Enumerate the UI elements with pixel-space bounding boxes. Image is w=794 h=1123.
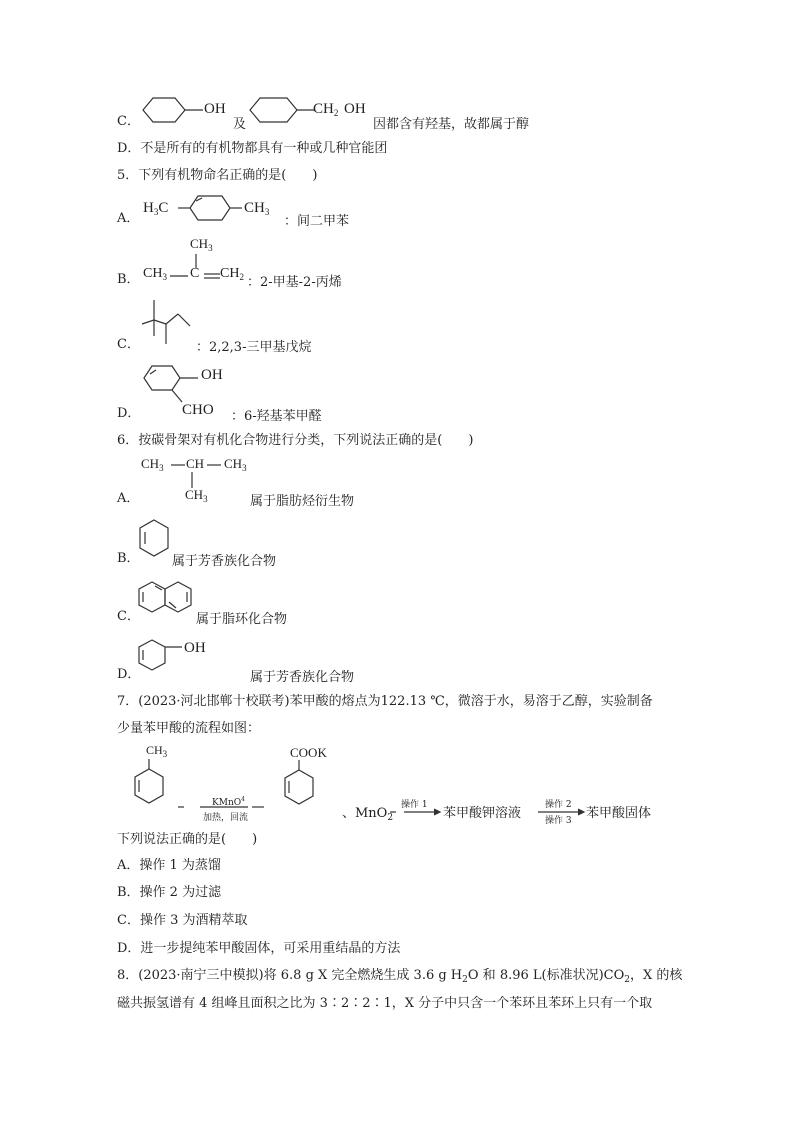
q5-option-a-label: A．	[117, 211, 140, 226]
q5b-ch3-left: $CH_3$	[143, 266, 167, 282]
q7-option-a: A．操作 1 为蒸馏	[117, 858, 221, 873]
q5b-ch2: $CH_2$	[220, 266, 244, 282]
q6c-text: 属于脂环化合物	[196, 612, 288, 627]
q6-option-c-label: C．	[117, 609, 140, 624]
q5c-text: ：2,2,3-三甲基戊烷	[196, 340, 312, 355]
toluene-structure	[130, 757, 170, 813]
q5d-text: ：6-羟基苯甲醛	[231, 409, 322, 424]
q7-op3: 操作 3	[545, 816, 572, 826]
q5a-text: ：间二甲苯	[284, 214, 350, 229]
benzyl-ch2: $CH_2$	[313, 101, 339, 118]
question-8-line1: 8．(2023·南宁三中模拟)将 6.8 g X 完全燃烧生成 3.6 g $H_2O$ 和 8.96 L(标准状况)$CO_2$，X 的核	[117, 968, 683, 985]
potassium-benzoate-structure	[280, 758, 320, 814]
q7-cook: COOK	[290, 745, 327, 760]
q6-option-d-label: D．	[117, 667, 141, 682]
q6d-oh: OH	[184, 640, 206, 656]
phenol-structure	[135, 96, 245, 132]
q5-option-b-label: B．	[117, 272, 140, 287]
and-text: 及	[233, 117, 247, 132]
q6a-ch: CH	[186, 456, 205, 471]
q7-solution: 苯甲酸钾溶液	[443, 806, 522, 821]
q5b-c: C	[190, 266, 200, 281]
naphthalene-structure	[138, 578, 198, 622]
q7-ch3: $CH_3$	[146, 743, 168, 759]
q5a-h3c: $H_3C$	[143, 200, 169, 217]
q5-option-c-label: C．	[117, 337, 140, 352]
question-5: 5．下列有机物命名正确的是( )	[117, 168, 318, 183]
q7-reflux: 加热，回流	[203, 813, 249, 823]
q7-op1: 操作 1	[401, 800, 428, 810]
option-d-prev: D．不是所有的有机物都具有一种或几种官能团	[117, 141, 388, 156]
q7-ask: 下列说法正确的是( )	[117, 832, 258, 847]
q7-option-b: B．操作 2 为过滤	[117, 885, 222, 900]
q5-option-d-label: D．	[117, 406, 141, 421]
q7-kmno4: KMnO$^4$	[212, 796, 245, 808]
q5d-oh: OH	[201, 367, 223, 383]
q7-mno2: 、MnO$_2$	[342, 806, 394, 823]
q7-option-c: C．操作 3 为酒精萃取	[117, 913, 248, 928]
q7-solid: 苯甲酸固体	[586, 806, 652, 821]
question-8-line2: 磁共振氢谱有 4 组峰且面积之比为 3∶2∶2∶1，X 分子中只含一个苯环且苯环上只有一个取	[117, 996, 653, 1011]
question-7-line2: 少量苯甲酸的流程如图：	[117, 721, 261, 736]
benzyl-oh: OH	[344, 101, 366, 117]
trimethylpentane-skeleton	[140, 300, 200, 350]
option-c-prev-text: 因都含有羟基，故都属于醇	[373, 117, 530, 132]
q6a-ch3-left: $CH_3$	[141, 456, 164, 473]
q5a-ch3: $CH_3$	[244, 200, 270, 217]
phenol-oh: OH	[204, 101, 226, 117]
q6b-text: 属于芳香族化合物	[172, 554, 277, 569]
q5b-ch3-top: $CH_3$	[190, 236, 213, 253]
q6-option-b-label: B．	[117, 551, 140, 566]
q6a-text: 属于脂肪烃衍生物	[250, 494, 355, 509]
q5b-text: ：2-甲基-2-丙烯	[247, 275, 342, 290]
question-6: 6．按碳骨架对有机化合物进行分类，下列说法正确的是( )	[117, 433, 474, 448]
q6a-ch3-bottom: $CH_3$	[185, 487, 208, 504]
q6a-ch3-right: $CH_3$	[224, 456, 247, 473]
q5d-cho: CHO	[182, 402, 214, 418]
option-c-prev: C．	[117, 114, 140, 129]
question-7-line1: 7．(2023·河北邯郸十校联考)苯甲酸的熔点为122.13 ℃，微溶于水，易溶于乙醇，实验制备	[117, 694, 653, 709]
q7-option-d: D．进一步提纯苯甲酸固体，可采用重结晶的方法	[117, 941, 401, 956]
q6-option-a-label: A．	[117, 491, 140, 506]
q7-op2: 操作 2	[545, 800, 572, 810]
q6d-text: 属于芳香族化合物	[250, 670, 355, 685]
